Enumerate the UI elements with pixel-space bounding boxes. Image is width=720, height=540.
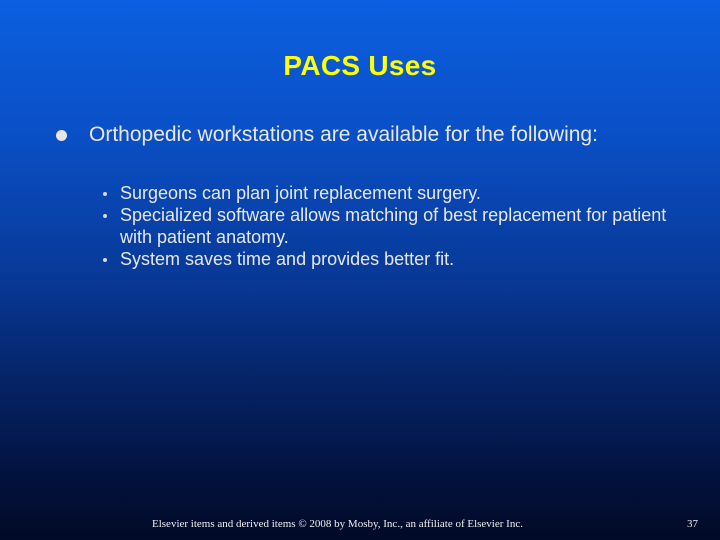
- main-bullet-text: Orthopedic workstations are available for the following:: [89, 123, 598, 146]
- copyright-text: Elsevier items and derived items © 2008 by Mosby, Inc., an affiliate of Elsevier Inc.: [152, 518, 523, 530]
- sub-bullet-item: [109, 248, 669, 270]
- sub-bullet-text: Specialized software allows matching of best replacement for patient with patient anatomy.: [120, 205, 667, 247]
- sub-bullet-dot-icon: [103, 192, 107, 196]
- sub-bullet-text: System saves time and provides better fit.: [120, 249, 455, 269]
- slide-title: PACS Uses: [283, 50, 437, 81]
- sub-bullet-dot-icon: [103, 214, 107, 218]
- page-number: 37: [687, 518, 698, 530]
- sub-bullet-item: [109, 204, 669, 248]
- sub-bullet-dot-icon: [103, 258, 107, 262]
- sub-bullet-item: [109, 182, 669, 204]
- sub-bullet-text: Surgeons can plan joint replacement surgery.: [120, 183, 481, 203]
- bullet-dot-icon: [56, 130, 67, 141]
- sub-bullet-list: [109, 182, 669, 270]
